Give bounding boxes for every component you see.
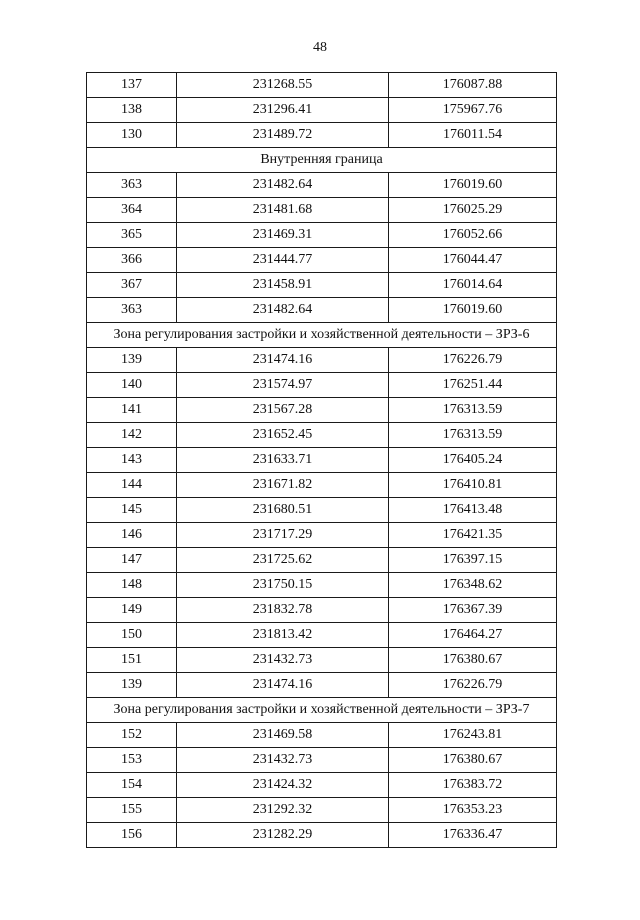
point-number-cell: 364 bbox=[87, 198, 177, 223]
x-coordinate-cell: 231813.42 bbox=[177, 623, 389, 648]
point-number-cell: 137 bbox=[87, 73, 177, 98]
point-number-cell: 130 bbox=[87, 123, 177, 148]
y-coordinate-cell: 175967.76 bbox=[389, 98, 557, 123]
y-coordinate-cell: 176014.64 bbox=[389, 273, 557, 298]
x-coordinate-cell: 231444.77 bbox=[177, 248, 389, 273]
point-number-cell: 139 bbox=[87, 673, 177, 698]
x-coordinate-cell: 231482.64 bbox=[177, 298, 389, 323]
section-title: Зона регулирования застройки и хозяйственной деятельности – ЗРЗ-7 bbox=[87, 698, 557, 723]
x-coordinate-cell: 231717.29 bbox=[177, 523, 389, 548]
x-coordinate-cell: 231432.73 bbox=[177, 748, 389, 773]
table-row bbox=[87, 498, 557, 523]
y-coordinate-cell: 176367.39 bbox=[389, 598, 557, 623]
y-coordinate-cell: 176413.48 bbox=[389, 498, 557, 523]
section-header-row bbox=[87, 698, 557, 723]
y-coordinate-cell: 176226.79 bbox=[389, 673, 557, 698]
table-row bbox=[87, 723, 557, 748]
x-coordinate-cell: 231469.31 bbox=[177, 223, 389, 248]
y-coordinate-cell: 176019.60 bbox=[389, 298, 557, 323]
point-number-cell: 365 bbox=[87, 223, 177, 248]
x-coordinate-cell: 231292.32 bbox=[177, 798, 389, 823]
x-coordinate-cell: 231750.15 bbox=[177, 573, 389, 598]
x-coordinate-cell: 231680.51 bbox=[177, 498, 389, 523]
point-number-cell: 142 bbox=[87, 423, 177, 448]
y-coordinate-cell: 176011.54 bbox=[389, 123, 557, 148]
point-number-cell: 138 bbox=[87, 98, 177, 123]
table-row bbox=[87, 298, 557, 323]
table-row bbox=[87, 773, 557, 798]
x-coordinate-cell: 231481.68 bbox=[177, 198, 389, 223]
point-number-cell: 367 bbox=[87, 273, 177, 298]
section-header-row bbox=[87, 148, 557, 173]
page-number: 48 bbox=[313, 40, 327, 55]
table-row bbox=[87, 123, 557, 148]
y-coordinate-cell: 176226.79 bbox=[389, 348, 557, 373]
x-coordinate-cell: 231489.72 bbox=[177, 123, 389, 148]
table-row bbox=[87, 73, 557, 98]
point-number-cell: 150 bbox=[87, 623, 177, 648]
x-coordinate-cell: 231424.32 bbox=[177, 773, 389, 798]
table-row bbox=[87, 573, 557, 598]
table-row bbox=[87, 673, 557, 698]
coordinates-table-body bbox=[87, 73, 557, 848]
y-coordinate-cell: 176251.44 bbox=[389, 373, 557, 398]
x-coordinate-cell: 231725.62 bbox=[177, 548, 389, 573]
x-coordinate-cell: 231633.71 bbox=[177, 448, 389, 473]
y-coordinate-cell: 176421.35 bbox=[389, 523, 557, 548]
point-number-cell: 151 bbox=[87, 648, 177, 673]
y-coordinate-cell: 176025.29 bbox=[389, 198, 557, 223]
y-coordinate-cell: 176410.81 bbox=[389, 473, 557, 498]
point-number-cell: 156 bbox=[87, 823, 177, 848]
x-coordinate-cell: 231458.91 bbox=[177, 273, 389, 298]
table-row bbox=[87, 823, 557, 848]
table-row bbox=[87, 248, 557, 273]
point-number-cell: 139 bbox=[87, 348, 177, 373]
point-number-cell: 155 bbox=[87, 798, 177, 823]
point-number-cell: 363 bbox=[87, 173, 177, 198]
x-coordinate-cell: 231832.78 bbox=[177, 598, 389, 623]
table-row bbox=[87, 373, 557, 398]
point-number-cell: 141 bbox=[87, 398, 177, 423]
point-number-cell: 143 bbox=[87, 448, 177, 473]
point-number-cell: 140 bbox=[87, 373, 177, 398]
x-coordinate-cell: 231474.16 bbox=[177, 348, 389, 373]
y-coordinate-cell: 176380.67 bbox=[389, 748, 557, 773]
point-number-cell: 153 bbox=[87, 748, 177, 773]
y-coordinate-cell: 176044.47 bbox=[389, 248, 557, 273]
y-coordinate-cell: 176348.62 bbox=[389, 573, 557, 598]
table-row bbox=[87, 448, 557, 473]
table-row bbox=[87, 748, 557, 773]
x-coordinate-cell: 231296.41 bbox=[177, 98, 389, 123]
y-coordinate-cell: 176380.67 bbox=[389, 648, 557, 673]
point-number-cell: 144 bbox=[87, 473, 177, 498]
point-number-cell: 145 bbox=[87, 498, 177, 523]
section-title: Зона регулирования застройки и хозяйственной деятельности – ЗРЗ-6 bbox=[87, 323, 557, 348]
x-coordinate-cell: 231469.58 bbox=[177, 723, 389, 748]
x-coordinate-cell: 231652.45 bbox=[177, 423, 389, 448]
y-coordinate-cell: 176052.66 bbox=[389, 223, 557, 248]
x-coordinate-cell: 231282.29 bbox=[177, 823, 389, 848]
point-number-cell: 146 bbox=[87, 523, 177, 548]
y-coordinate-cell: 176397.15 bbox=[389, 548, 557, 573]
table-row bbox=[87, 398, 557, 423]
section-header-row bbox=[87, 323, 557, 348]
x-coordinate-cell: 231567.28 bbox=[177, 398, 389, 423]
table-row bbox=[87, 273, 557, 298]
table-row bbox=[87, 223, 557, 248]
table-row bbox=[87, 548, 557, 573]
table-row bbox=[87, 473, 557, 498]
table-row bbox=[87, 98, 557, 123]
point-number-cell: 363 bbox=[87, 298, 177, 323]
point-number-cell: 366 bbox=[87, 248, 177, 273]
point-number-cell: 149 bbox=[87, 598, 177, 623]
x-coordinate-cell: 231268.55 bbox=[177, 73, 389, 98]
table-row bbox=[87, 648, 557, 673]
y-coordinate-cell: 176087.88 bbox=[389, 73, 557, 98]
x-coordinate-cell: 231671.82 bbox=[177, 473, 389, 498]
point-number-cell: 154 bbox=[87, 773, 177, 798]
x-coordinate-cell: 231432.73 bbox=[177, 648, 389, 673]
x-coordinate-cell: 231482.64 bbox=[177, 173, 389, 198]
y-coordinate-cell: 176383.72 bbox=[389, 773, 557, 798]
x-coordinate-cell: 231574.97 bbox=[177, 373, 389, 398]
y-coordinate-cell: 176405.24 bbox=[389, 448, 557, 473]
table-row bbox=[87, 798, 557, 823]
table-row bbox=[87, 173, 557, 198]
y-coordinate-cell: 176336.47 bbox=[389, 823, 557, 848]
table-row bbox=[87, 348, 557, 373]
table-row bbox=[87, 523, 557, 548]
table-row bbox=[87, 198, 557, 223]
y-coordinate-cell: 176243.81 bbox=[389, 723, 557, 748]
point-number-cell: 148 bbox=[87, 573, 177, 598]
point-number-cell: 152 bbox=[87, 723, 177, 748]
y-coordinate-cell: 176353.23 bbox=[389, 798, 557, 823]
x-coordinate-cell: 231474.16 bbox=[177, 673, 389, 698]
coordinates-table bbox=[86, 72, 557, 848]
table-row bbox=[87, 598, 557, 623]
table-row bbox=[87, 623, 557, 648]
y-coordinate-cell: 176313.59 bbox=[389, 398, 557, 423]
section-title: Внутренняя граница bbox=[87, 148, 557, 173]
y-coordinate-cell: 176019.60 bbox=[389, 173, 557, 198]
y-coordinate-cell: 176313.59 bbox=[389, 423, 557, 448]
point-number-cell: 147 bbox=[87, 548, 177, 573]
y-coordinate-cell: 176464.27 bbox=[389, 623, 557, 648]
table-row bbox=[87, 423, 557, 448]
